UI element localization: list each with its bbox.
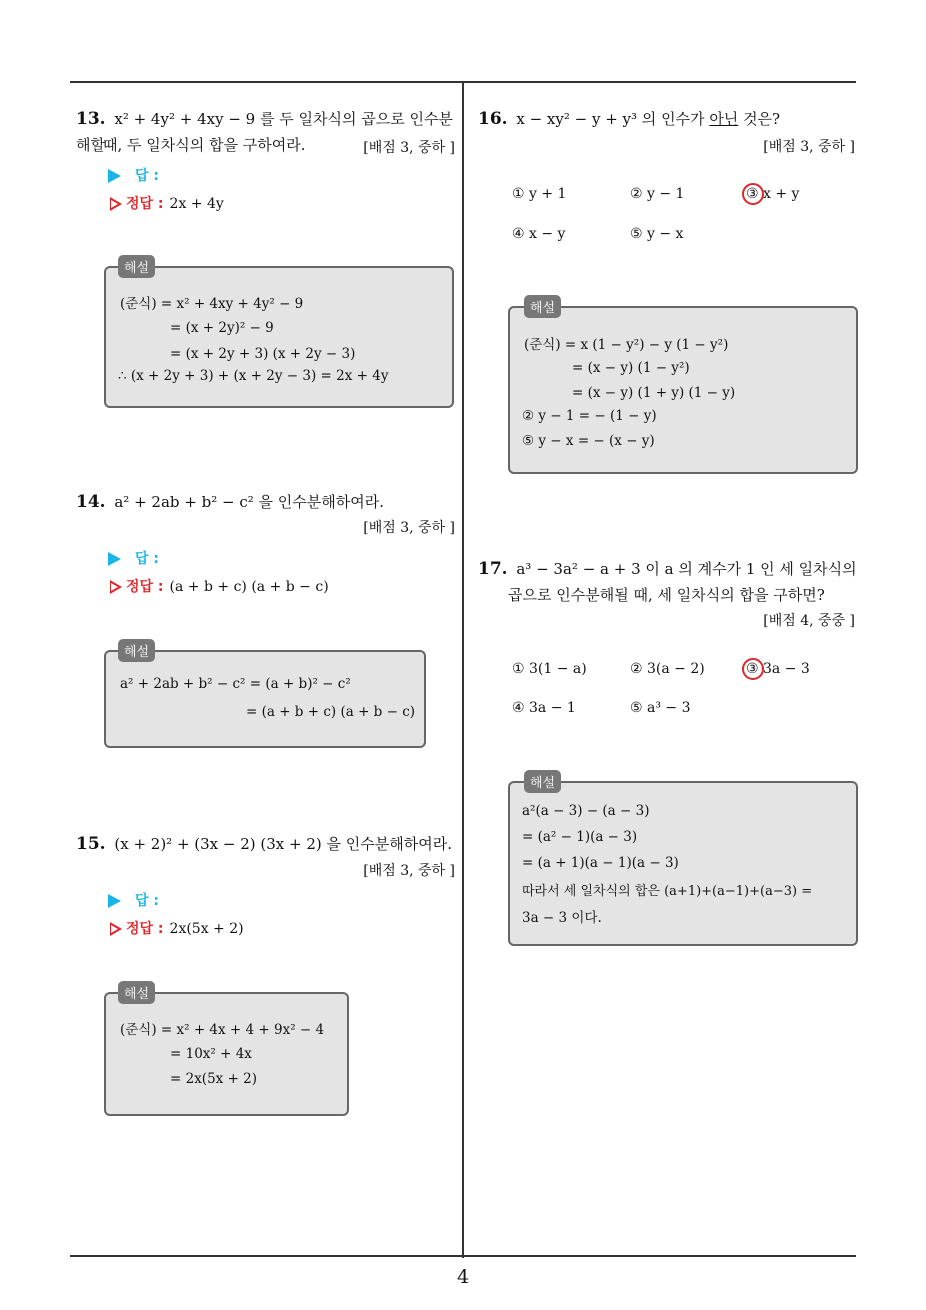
question-16: [478, 106, 858, 132]
score-label: [배점 3, 중하 ]: [363, 520, 455, 536]
explanation-line: = (x − y) (1 + y) (1 − y): [572, 385, 736, 401]
question-text: a² + 2ab + b² − c² 을 인수분해하여라.: [114, 493, 384, 511]
explanation-tag: 해설: [118, 981, 155, 1004]
choice-1[interactable]: ① y + 1: [512, 186, 567, 202]
choice-2[interactable]: ② y − 1: [630, 186, 685, 202]
correct-mark-circle-icon: [742, 658, 764, 680]
correct-mark-circle-icon: [742, 183, 764, 205]
choice-3[interactable]: ③ 3a − 3: [746, 661, 810, 677]
question-text: a³ − 3a² − a + 3 이 a 의 계수가 1 인 세 일차식의: [516, 560, 857, 578]
explanation-line: ⑤ y − x = − (x − y): [522, 433, 655, 449]
question-13-line2: 때, 두 일차식의 합을 구하여라.: [103, 136, 306, 154]
outline-triangle-icon: [110, 580, 122, 594]
explanation-line: 따라서 세 일차식의 합은 (a+1)+(a−1)+(a−3) =: [522, 884, 813, 899]
score-label: [배점 3, 중하 ]: [763, 139, 855, 155]
question-17-line2: 곱으로 인수분해될 때, 세 일차식의 합을 구하면?: [508, 586, 825, 604]
answer-label: 답 :: [135, 893, 159, 909]
choice-2[interactable]: ② 3(a − 2): [630, 661, 705, 677]
explanation-line: = 10x² + 4x: [170, 1046, 252, 1062]
outline-triangle-icon: [110, 197, 122, 211]
play-icon: [108, 552, 121, 566]
correct-label: 정답 :: [126, 196, 164, 212]
question-14: [76, 489, 461, 515]
outline-triangle-icon: [110, 922, 122, 936]
explanation-line: a² + 2ab + b² − c² = (a + b)² − c²: [120, 676, 351, 692]
choice-5[interactable]: ⑤ y − x: [630, 226, 684, 242]
score-label: [배점 3, 중하 ]: [363, 863, 455, 879]
choice-4[interactable]: ④ x − y: [512, 226, 566, 242]
explanation-tag: 해설: [118, 639, 155, 662]
answer-row[interactable]: [108, 165, 159, 185]
question-number: 17.: [478, 559, 508, 579]
explanation-line: = (x + 2y)² − 9: [170, 320, 274, 336]
answer-row[interactable]: [108, 548, 159, 568]
explanation-line: a²(a − 3) − (a − 3): [522, 803, 650, 819]
explanation-line: 3a − 3 이다.: [522, 910, 602, 926]
question-text: x − xy² − y + y³ 의 인수가: [516, 110, 710, 128]
explanation-tag: 해설: [118, 255, 155, 278]
correct-value: (a + b + c) (a + b − c): [169, 579, 329, 595]
question-text: (x + 2)² + (3x − 2) (3x + 2) 을 인수분해하여라.: [114, 835, 452, 853]
explanation-line: ∴ (x + 2y + 3) + (x + 2y − 3) = 2x + 4y: [118, 368, 389, 384]
correct-answer-row: [110, 576, 329, 596]
correct-answer-row: [110, 918, 244, 938]
question-number: 14.: [76, 492, 106, 512]
score-label: [배점 3, 중하 ]: [363, 140, 455, 156]
play-icon: [108, 894, 121, 908]
explanation-line: (준식) = x² + 4x + 4 + 9x² − 4: [120, 1022, 325, 1038]
explanation-line: = 2x(5x + 2): [170, 1071, 258, 1087]
answer-label: 답 :: [135, 551, 159, 567]
explanation-line: (준식) = x² + 4xy + 4y² − 9: [120, 296, 304, 312]
choice-3[interactable]: ③ x + y: [746, 186, 800, 202]
question-15: [76, 831, 461, 857]
question-text: x² + 4y² + 4xy − 9 를 두 일차식의 곱으로 인수분해할: [76, 110, 453, 154]
choice-5[interactable]: ⑤ a³ − 3: [630, 700, 691, 716]
question-number: 15.: [76, 834, 106, 854]
explanation-tag: 해설: [524, 295, 561, 318]
explanation-tag: 해설: [524, 770, 561, 793]
correct-label: 정답 :: [126, 921, 164, 937]
explanation-line: ② y − 1 = − (1 − y): [522, 408, 657, 424]
correct-value: 2x + 4y: [169, 196, 224, 212]
column-divider: [462, 82, 464, 1258]
question-number: 16.: [478, 109, 508, 129]
play-icon: [108, 169, 121, 183]
page-number: 4: [456, 1266, 470, 1288]
correct-label: 정답 :: [126, 579, 164, 595]
explanation-line: = (a + b + c) (a + b − c): [246, 704, 416, 720]
question-17: [478, 556, 863, 582]
answer-label: 답 :: [135, 168, 159, 184]
explanation-line: (준식) = x (1 − y²) − y (1 − y²): [524, 337, 729, 353]
bottom-rule: [70, 1255, 856, 1257]
correct-answer-row: [110, 193, 224, 213]
explanation-line: = (a + 1)(a − 1)(a − 3): [522, 855, 679, 871]
explanation-line: = (x − y) (1 − y²): [572, 360, 690, 376]
choice-1[interactable]: ① 3(1 − a): [512, 661, 587, 677]
choice-4[interactable]: ④ 3a − 1: [512, 700, 576, 716]
explanation-line: = (a² − 1)(a − 3): [522, 829, 638, 845]
correct-value: 2x(5x + 2): [169, 921, 244, 937]
answer-row[interactable]: [108, 890, 159, 910]
question-text-underlined: 아닌: [709, 110, 739, 128]
explanation-box: [104, 650, 426, 748]
score-label: [배점 4, 중중 ]: [763, 613, 855, 629]
question-text-end: 것은?: [738, 110, 781, 128]
explanation-line: = (x + 2y + 3) (x + 2y − 3): [170, 346, 356, 362]
question-number: 13.: [76, 109, 106, 129]
explanation-box: [104, 266, 454, 408]
